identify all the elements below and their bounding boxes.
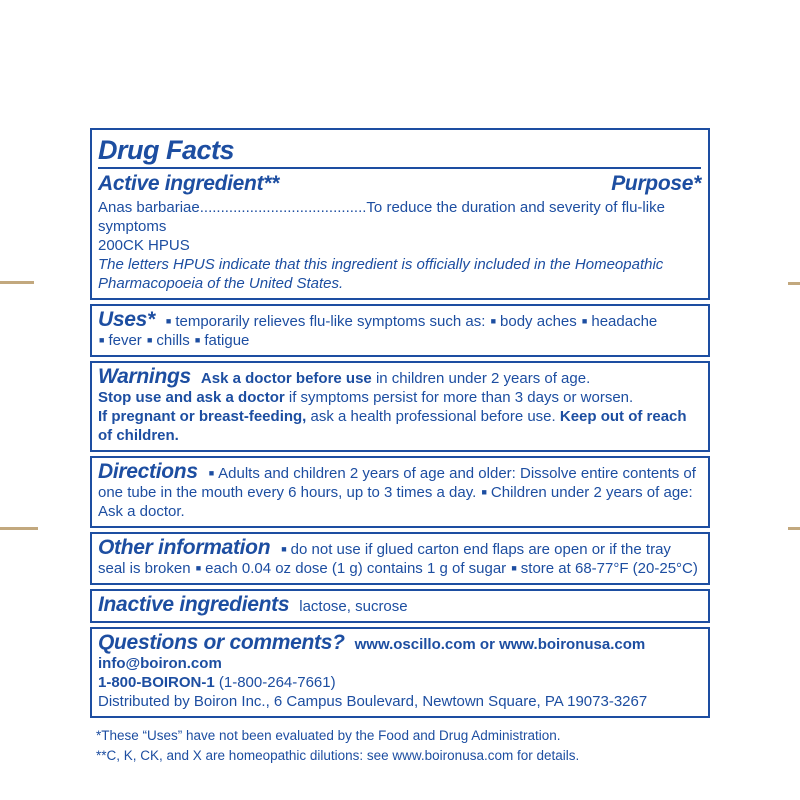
registration-mark-left-bottom bbox=[0, 527, 38, 530]
section-body-uses bbox=[98, 309, 701, 350]
text-segment: The letters HPUS indicate that this ingredient is officially included in the Homeopathic Pharmacopoeia of the United States. bbox=[98, 256, 664, 293]
drug-facts-title: Drug Facts bbox=[98, 135, 235, 165]
text-segment: fatigue bbox=[204, 332, 250, 350]
text-segment: 200CK HPUS bbox=[98, 237, 190, 255]
text-segment: lactose, sucrose bbox=[299, 598, 408, 616]
section-uses bbox=[90, 304, 710, 357]
bullet-square-icon: ■ bbox=[208, 468, 215, 479]
text-segment: 1-800-BOIRON-1 bbox=[98, 674, 215, 692]
text-segment: body aches bbox=[500, 313, 581, 331]
bullet-square-icon: ■ bbox=[194, 335, 201, 346]
section-active-ingredient bbox=[90, 128, 710, 300]
heading-other-information: Other information bbox=[98, 536, 271, 560]
section-heading-row bbox=[98, 173, 701, 195]
text-segment: do not use if glued carton end flaps are open or if the tray seal is broken bbox=[98, 541, 671, 578]
heading-uses: Uses* bbox=[98, 308, 155, 332]
section-body-directions bbox=[98, 461, 701, 521]
text-segment: www.oscillo.com or www.boironusa.com bbox=[354, 636, 646, 654]
bullet-square-icon: ■ bbox=[195, 563, 202, 574]
section-other-information bbox=[90, 532, 710, 585]
text-segment: Stop use and ask a doctor bbox=[98, 389, 285, 407]
text-segment: in children under 2 years of age. bbox=[371, 370, 591, 388]
footnotes bbox=[90, 726, 710, 766]
text-segment: headache bbox=[591, 313, 658, 331]
heading-directions: Directions bbox=[98, 460, 198, 484]
registration-mark-left-top bbox=[0, 281, 34, 284]
text-segment: chills bbox=[156, 332, 194, 350]
registration-mark-right-top bbox=[788, 282, 800, 285]
text-segment: Ask a doctor before use bbox=[200, 370, 372, 388]
footnote: *These “Uses” have not been evaluated by the Food and Drug Administration. bbox=[96, 728, 561, 744]
section-body-warnings bbox=[98, 366, 701, 445]
bullet-square-icon: ■ bbox=[165, 316, 172, 327]
text-segment: Keep out of reach of children. bbox=[98, 408, 687, 445]
section-body-other-information bbox=[98, 537, 701, 578]
text-segment: temporarily relieves flu-like symptoms such as: bbox=[175, 313, 490, 331]
text-segment: Children under 2 years of age: Ask a doctor. bbox=[98, 484, 693, 521]
text-segment: each 0.04 oz dose (1 g) contains 1 g of sugar bbox=[205, 560, 511, 578]
title-rule bbox=[98, 167, 701, 169]
heading-purpose: Purpose* bbox=[611, 172, 701, 195]
text-segment: info@boiron.com bbox=[98, 655, 222, 673]
heading-questions-comments: Questions or comments? bbox=[98, 631, 345, 655]
section-body-active-ingredient bbox=[98, 198, 701, 293]
section-inactive-ingredients bbox=[90, 589, 710, 623]
text-segment: Anas barbariae........................................To reduce the duration and severity of flu-like symptoms bbox=[98, 199, 665, 236]
text-segment: Adults and children 2 years of age and older: Dissolve entire contents of one tube in the mouth every 6 hours, up to 3 times a day. bbox=[98, 465, 696, 502]
footnote: **C, K, CK, and X are homeopathic dilutions: see www.boironusa.com for details. bbox=[96, 748, 580, 764]
bullet-square-icon: ■ bbox=[281, 544, 287, 555]
bullet-square-icon: ■ bbox=[511, 563, 517, 574]
bullet-square-icon: ■ bbox=[581, 316, 588, 327]
text-segment: ask a health professional before use. bbox=[306, 408, 560, 426]
heading-active-ingredient: Active ingredient** bbox=[98, 172, 280, 195]
bullet-square-icon: ■ bbox=[99, 335, 105, 346]
bullet-square-icon: ■ bbox=[481, 487, 487, 498]
text-segment: Distributed by Boiron Inc., 6 Campus Boulevard, Newtown Square, PA 19073-3267 bbox=[98, 693, 648, 711]
registration-mark-right-bottom bbox=[788, 527, 800, 530]
section-questions-comments bbox=[90, 627, 710, 718]
drug-facts-sections bbox=[90, 128, 710, 718]
drug-facts-label bbox=[90, 128, 710, 766]
bullet-square-icon: ■ bbox=[146, 335, 153, 346]
text-segment: store at 68-77°F (20-25°C) bbox=[520, 560, 698, 578]
section-body-questions-comments bbox=[98, 632, 701, 711]
text-segment: if symptoms persist for more than 3 days or worsen. bbox=[284, 389, 634, 407]
heading-warnings: Warnings bbox=[98, 365, 191, 389]
section-directions bbox=[90, 456, 710, 528]
text-segment: (1-800-264-7661) bbox=[214, 674, 336, 692]
heading-inactive-ingredients: Inactive ingredients bbox=[98, 593, 290, 617]
text-segment: fever bbox=[108, 332, 146, 350]
text-segment: If pregnant or breast-feeding, bbox=[98, 408, 307, 426]
bullet-square-icon: ■ bbox=[490, 316, 497, 327]
section-body-inactive-ingredients bbox=[98, 594, 701, 616]
section-warnings bbox=[90, 361, 710, 452]
